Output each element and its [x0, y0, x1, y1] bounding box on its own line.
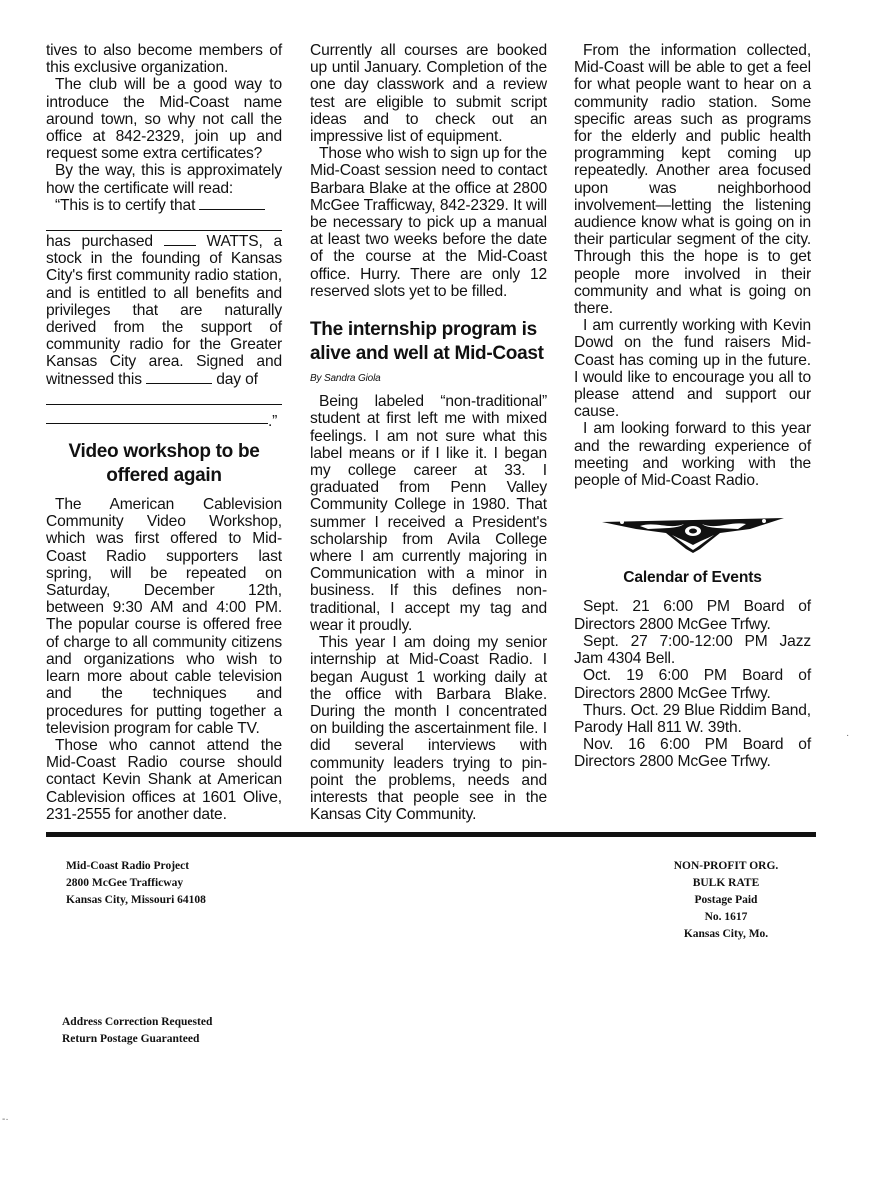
certificate-text-b: WATTS, a stock in the founding of Kansas City's first community radio station, and is entitled to all benefits and privileges that are naturally derived from the support of community radio for the Greater Kansas City area. Signed and witnessed this [46, 233, 282, 388]
scan-mark: · [846, 730, 850, 741]
postal-notice [62, 1014, 212, 1048]
postage-line: BULK RATE [692, 877, 760, 889]
return-address-line: 2800 McGee Trafficway [66, 877, 184, 889]
paragraph: By the way, this is approximately how the certificate will read: [46, 162, 282, 197]
divider-rule [46, 832, 816, 837]
return-address-line: Kansas City, Missouri 64108 [66, 894, 206, 906]
blank-line [164, 245, 196, 246]
calendar-event: Nov. 16 6:00 PM Board of Directors 2800 McGee Trfwy. [574, 736, 811, 771]
calendar-event: Sept. 27 7:00-12:00 PM Jazz Jam 4304 Bell. [574, 632, 811, 668]
video-workshop-heading: Video workshop to be offered again [68, 441, 260, 487]
paragraph: Currently all courses are booked up until January. Completion of the one day classwork and a review test are eligible to submit script ideas and to check out an impressive list of equipment. [310, 42, 547, 146]
byline: By Sandra Giola [310, 373, 381, 385]
internship-heading: The internship program is alive and well at Mid-Coast [310, 319, 544, 365]
postage-indicia [640, 858, 812, 943]
certificate-text-a: has purchased [46, 233, 153, 251]
certificate-text-c: day of [216, 370, 258, 388]
paragraph: The club will be a good way to introduce the Mid-Coast name around town, so why not call the office at 842-2329, join up and request some extra certificates? [46, 76, 282, 163]
paragraph: tives to also become members of this exclusive organization. [46, 42, 282, 77]
calendar-event: Sept. 21 6:00 PM Board of Directors 2800 McGee Trfwy. [574, 598, 811, 633]
paragraph: I am looking forward to this year and the rewarding experience of meeting and working with the people of Mid-Coast Radio. [574, 420, 811, 490]
certificate-opening: “This is to certify that [55, 196, 196, 214]
paragraph: Those who wish to sign up for the Mid-Coast session need to contact Barbara Blake at the office at 2800 McGee Trafficway, 842-2329. It will be necessary to pick up a manual at least two weeks before the date of the course at the Mid-Coast office. Hurry. There are only 12 reserved slots yet to be filled. [310, 145, 547, 300]
paragraph: The American Cablevision Community Video Workshop, which was first offered to Mid-Coast Radio supporters last spring, will be repeated on Saturday, December 12th, between 9:30 AM and 4:00 PM. The popular course is offered free of charge to all community citizens and organizations who wish to learn more about cable television and the techniques and procedures for putting together a television program for cable TV. [46, 496, 282, 737]
blank-line [46, 214, 282, 231]
postage-line: NON-PROFIT ORG. [673, 860, 779, 872]
postage-line: Postage Paid [694, 894, 758, 906]
calendar-heading: Calendar of Events [623, 569, 762, 587]
postal-notice-line: Return Postage Guaranteed [62, 1033, 200, 1045]
postage-line: Kansas City, Mo. [683, 928, 769, 940]
postal-notice-line: Address Correction Requested [62, 1016, 213, 1028]
blank-line [146, 383, 212, 384]
blank-line [46, 407, 268, 424]
paragraph: From the information collected, Mid-Coast will be able to get a feel for what people want to hear on a community radio station. Some specific areas such as programs for the elderly and public health programming kept coming up repeatedly. Another area focused upon was neighborhood involvement—letting the listening audience know what is going on in their particular segment of the city. Through this the hope is to get people more involved in their community and what is going on there. [574, 42, 811, 318]
certificate-body [46, 233, 282, 388]
paragraph: Those who cannot attend the Mid-Coast Radio course should contact Kevin Shank at American Cablevision offices at 1601 Olive, 231-2555 for another date. [46, 736, 282, 823]
scan-mark: -· [2, 1114, 9, 1125]
ornament-divider-icon [600, 515, 786, 555]
blank-line [199, 209, 265, 210]
certificate-close: .” [268, 412, 278, 430]
blank-line [46, 388, 282, 405]
calendar-event: Oct. 19 6:00 PM Board of Directors 2800 McGee Trfwy. [574, 667, 811, 702]
paragraph: I am currently working with Kevin Dowd on the fund raisers Mid-Coast has coming up in the future. I would like to encourage you all to please attend and support our cause. [574, 317, 811, 421]
paragraph: This year I am doing my senior internship at Mid-Coast Radio. I began August 1 working daily at the office with Barbara Blake. During the month I concentrated on building the ascertainment file. I did several interviews with community leaders trying to pin-point the problems, needs and interests that people see in the Kansas City Community. [310, 634, 547, 824]
calendar-event: Thurs. Oct. 29 Blue Riddim Band, Parody Hall 811 W. 39th. [574, 701, 811, 736]
column-middle [310, 42, 547, 823]
postage-line: No. 1617 [704, 911, 748, 923]
column-left [46, 42, 282, 823]
paragraph: Being labeled “non-traditional” student at first left me with mixed feelings. I am not sure what this label means or if I like it. I began my college career at 33. I graduated from Penn Valley Community College in 1980. That summer I received a President's scholarship from Avila College where I am currently majoring in Communication with a minor in business. If this defines non-traditional, I accept my tag and wear it proudly. [310, 393, 547, 634]
certificate-text [46, 197, 282, 214]
return-address-line: Mid-Coast Radio Project [66, 860, 190, 872]
column-right [574, 42, 811, 771]
return-address [66, 858, 206, 909]
